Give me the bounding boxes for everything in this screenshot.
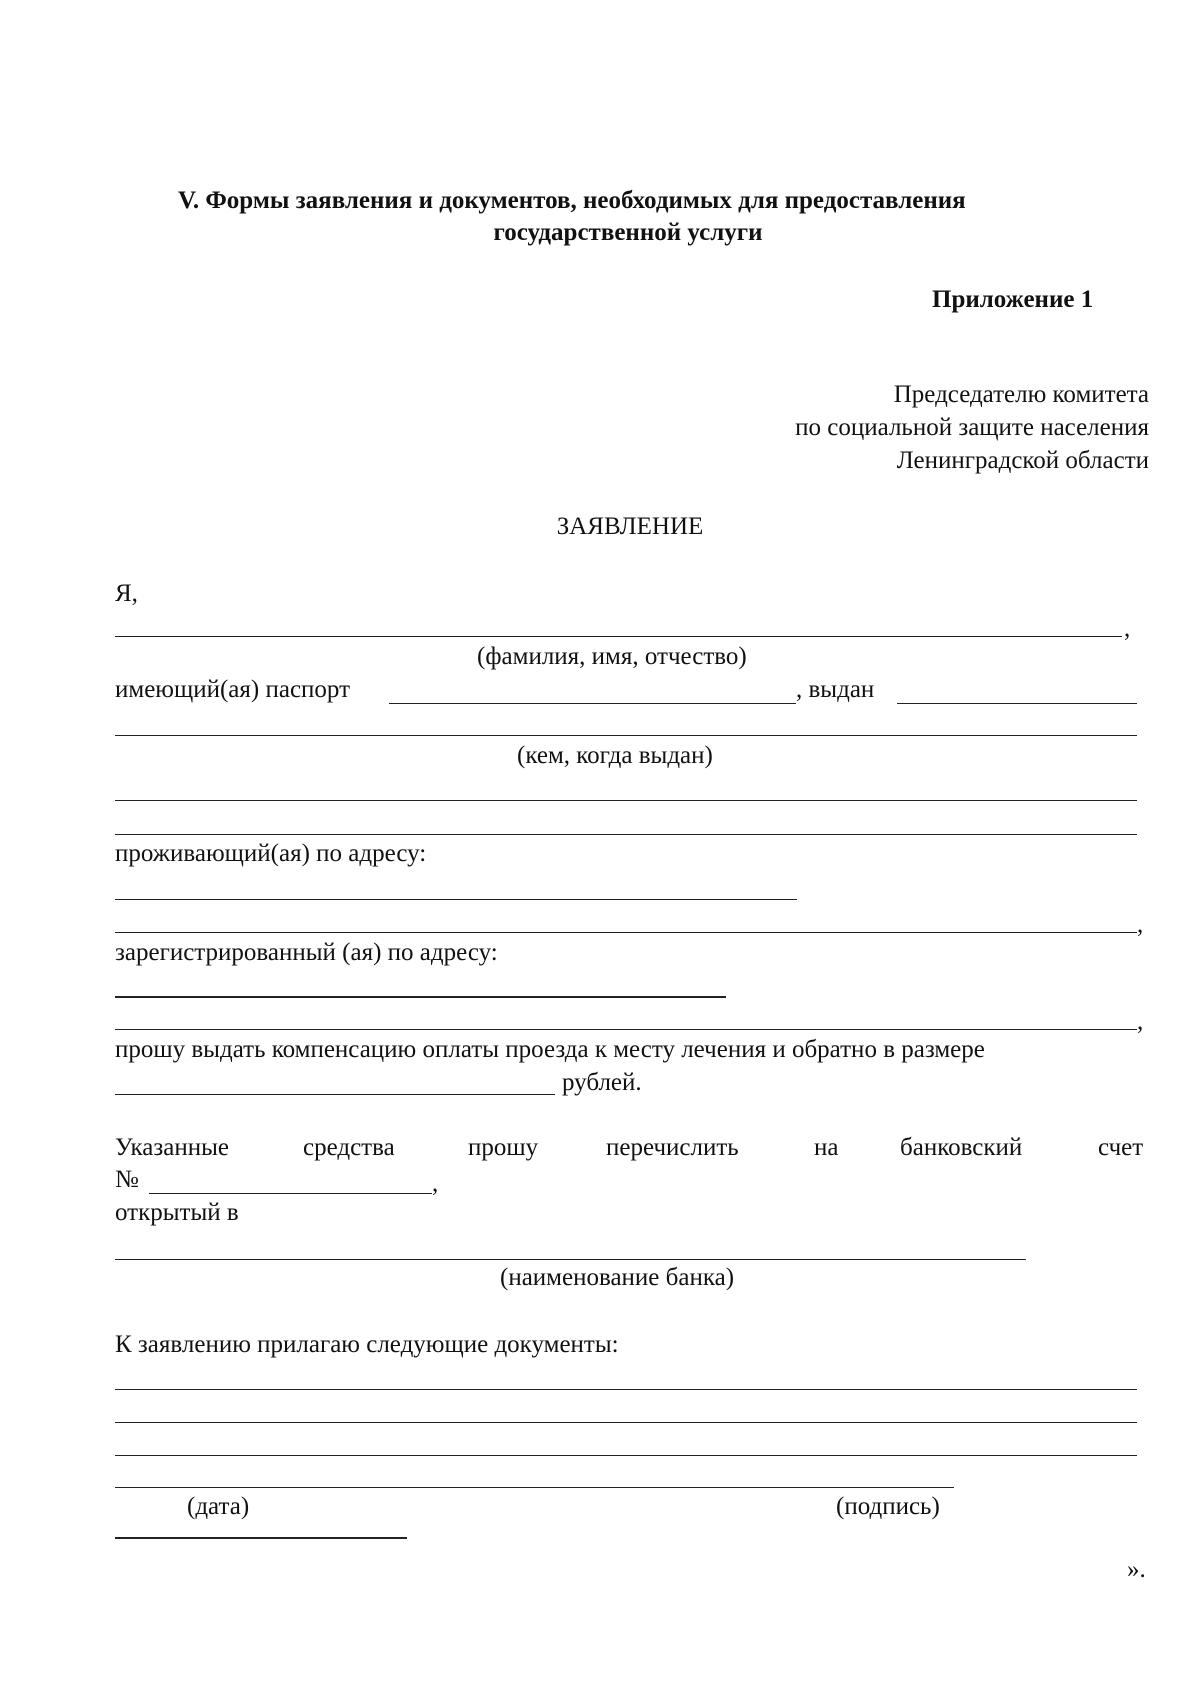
registered-line-2 bbox=[115, 1029, 1137, 1030]
residing-label: проживающий(ая) по адресу: bbox=[115, 840, 427, 867]
passport-label: имеющий(ая) паспорт bbox=[115, 676, 351, 703]
passport-line bbox=[389, 703, 796, 704]
fio-line bbox=[115, 636, 1122, 637]
date-line bbox=[115, 1537, 407, 1539]
form-title: ЗАЯВЛЕНИЕ bbox=[556, 513, 704, 540]
attachment-line-2 bbox=[115, 1422, 1137, 1423]
issued-line bbox=[897, 703, 1137, 704]
section-title-line1: V. Формы заявления и документов, необходимых для предоставления bbox=[178, 187, 966, 214]
registered-line-1 bbox=[115, 996, 726, 998]
transfer-word-7: счет bbox=[1098, 1134, 1144, 1161]
issued-by-line bbox=[115, 735, 1137, 736]
ya-label: Я, bbox=[115, 580, 138, 607]
transfer-word-3: прошу bbox=[468, 1134, 539, 1161]
residing-line-2 bbox=[115, 932, 1137, 933]
transfer-word-2: средства bbox=[303, 1134, 395, 1161]
amount-line bbox=[115, 1094, 555, 1095]
attachments-label: К заявлению прилагаю следующие документы: bbox=[115, 1331, 619, 1358]
addressee-line2: по социальной защите населения bbox=[795, 414, 1149, 441]
bank-line bbox=[115, 1259, 1026, 1260]
transfer-word-6: банковский bbox=[900, 1134, 1023, 1161]
hint-issued: (кем, когда выдан) bbox=[517, 742, 713, 769]
transfer-word-4: перечислить bbox=[606, 1134, 739, 1161]
addressee-line3: Ленинградской области bbox=[896, 447, 1149, 474]
attachment-line-4 bbox=[115, 1487, 954, 1488]
number-sign: № bbox=[115, 1166, 139, 1193]
transfer-word-5: на bbox=[814, 1134, 839, 1161]
fio-comma: , bbox=[1124, 615, 1131, 642]
registered-label: зарегистрированный (ая) по адресу: bbox=[115, 939, 498, 966]
addressee-line1: Председателю комитета bbox=[893, 381, 1149, 408]
transfer-word-1: Указанные bbox=[115, 1134, 229, 1161]
opened-in-label: открытый в bbox=[115, 1199, 239, 1226]
rubles-label: рублей. bbox=[562, 1069, 642, 1096]
date-label: (дата) bbox=[187, 1493, 250, 1520]
issued-label: , выдан bbox=[796, 676, 875, 703]
signature-label: (подпись) bbox=[836, 1493, 940, 1520]
attachment-line-3 bbox=[115, 1455, 1137, 1456]
registered-comma: , bbox=[1137, 1008, 1144, 1035]
hint-bank: (наименование банка) bbox=[500, 1264, 735, 1291]
section-title-line2: государственной услуги bbox=[493, 219, 763, 246]
blank-line-1 bbox=[115, 800, 1137, 801]
account-comma: , bbox=[432, 1170, 439, 1197]
account-line bbox=[149, 1193, 432, 1194]
residing-line-1 bbox=[115, 899, 797, 900]
closing-quote: ». bbox=[1127, 1556, 1146, 1583]
attachment-line-1 bbox=[115, 1389, 1137, 1390]
appendix-label: Приложение 1 bbox=[932, 286, 1094, 313]
residing-comma: , bbox=[1137, 911, 1144, 938]
blank-line-2 bbox=[115, 834, 1137, 835]
request-text: прошу выдать компенсацию оплаты проезда к месту лечения и обратно в размере bbox=[115, 1036, 985, 1063]
hint-fio: (фамилия, имя, отчество) bbox=[477, 643, 747, 670]
